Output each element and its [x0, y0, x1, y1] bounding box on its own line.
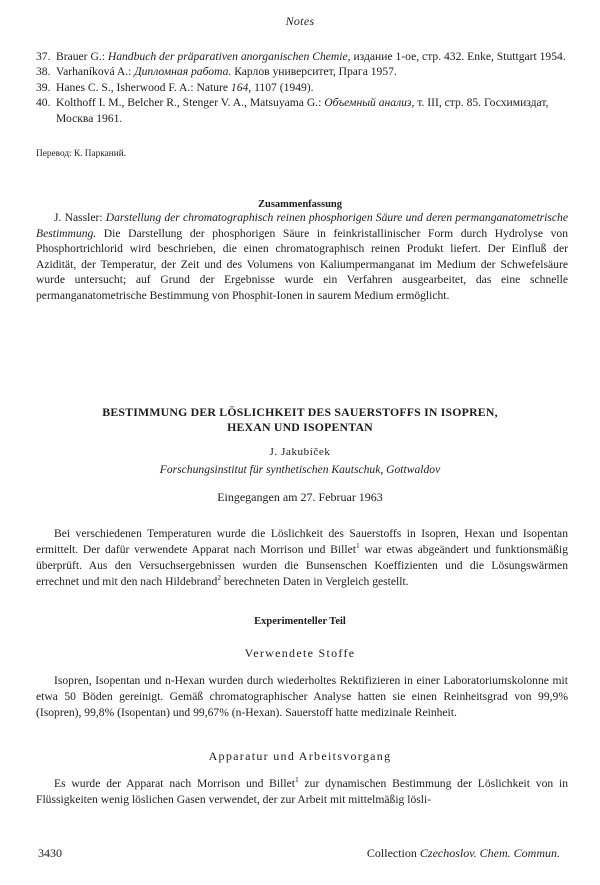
reference-title: Дипломная работа: [134, 65, 229, 79]
section-heading: Experimenteller Teil: [254, 616, 346, 627]
body-paragraph: [36, 776, 568, 808]
article-title: [0, 405, 600, 436]
running-head: Notes: [285, 14, 315, 28]
zusammenfassung-author: J. Nassler:: [54, 211, 106, 224]
body-text: Es wurde der Apparat nach Morrison und Billet: [54, 777, 295, 790]
reference-authors: Hanes C. S., Isherwood F. A.: Nature: [56, 80, 231, 94]
zusammenfassung-text: Die Darstellung der phosphorigen Säure in feinkristallinischer Form durch Hydrolyse von Phosphortrichlorid wird beschrieben, die einen chromatographisch reinen Produkt liefert. Der Einfluß der Azidität, der Temperatur, der Zeit und des Volumens von Kaliumpermanganat im Medium der Schwefelsäure wurde untersucht; auf Grund der Ergebnisse wurde ein Verfahren ausgearbeitet, das eine schnelle permanganatometrische Bestimmung von Phosphit-Ionen in saurem Medium ermöglicht.: [36, 226, 568, 302]
zusammenfassung-paragraph: [36, 210, 568, 304]
subsection-heading: Apparatur und Arbeitsvorgang: [208, 749, 392, 763]
article-title-line: HEXAN UND ISOPENTAN: [227, 420, 373, 435]
body-paragraph: Isopren, Isopentan und n-Hexan wurden durch wiederholtes Rektifizieren in einer Laboratoriumskolonne mit etwa 50 Böden gereinigt. Gemäß chromatographischer Analyse hatten sie einen Reinheitsgrad von 99,9% (Isopren), 99,8% (Isopentan) und 99,67% (n-Hexan). Sauerstoff hatte medizinale Reinheit.: [36, 674, 568, 719]
zusammenfassung-title: Darstellung der chromatographisch reinen phosphorigen Säure und deren permanganatometrische Bestimmung.: [36, 211, 568, 240]
article-author: J. Jakubíček: [269, 446, 331, 458]
reference-item: [36, 49, 570, 64]
body-text: zur dynamischen Bestimmung der Löslichkeit von in Flüssigkeiten wenig löslichen Gasen verwendet, der zur Arbeit mit mittelmäßig lösli-: [36, 777, 568, 806]
abstract-paragraph: [36, 526, 568, 590]
abstract-text: Bei verschiedenen Temperaturen wurde die Löslichkeit des Sauerstoffs in Isopren, Hexan und Isopentan ermittelt. Der dafür verwendete Apparat nach Morrison und Billet: [36, 527, 568, 556]
reference-details: , 1107 (1949).: [248, 80, 314, 94]
article-institute: Forschungsinstitut für synthetischen Kautschuk, Gottwaldov: [159, 463, 441, 476]
reference-details: . Карлов университет, Прага 1957.: [228, 65, 397, 79]
journal-name: [367, 846, 560, 861]
reference-authors: Brauer G.:: [56, 50, 108, 63]
citation-marker: 1: [294, 775, 299, 785]
received-date: Eingegangen am 27. Februar 1963: [217, 490, 383, 504]
abstract-text: berechneten Daten in Vergleich gestellt.: [221, 575, 409, 588]
reference-item: [36, 64, 570, 79]
reference-item: [36, 80, 570, 95]
reference-title: Handbuch der präparativen anorganischen Chemie: [107, 50, 348, 63]
reference-authors: Kolthoff I. M., Belcher R., Stenger V. A., Matsuyama G.:: [56, 96, 325, 110]
reference-number: 37.: [36, 50, 51, 63]
reference-details: , издание 1-ое, стр. 432. Enke, Stuttgart 1954.: [347, 50, 566, 63]
reference-item: [36, 95, 570, 126]
article-title-line: BESTIMMUNG DER LÖSLICHKEIT DES SAUERSTOFFS IN ISOPREN,: [102, 405, 498, 419]
reference-details: , т. III, стр. 85. Госхимиздат, Москва 1961.: [56, 96, 549, 125]
journal-title: Czechoslov. Chem. Commun.: [419, 846, 560, 860]
zusammenfassung-heading: Zusammenfassung: [257, 199, 343, 210]
citation-marker: 1: [355, 541, 360, 551]
reference-volume: 164: [230, 80, 249, 94]
citation-marker: 2: [217, 573, 221, 583]
reference-number: 38.: [36, 65, 51, 79]
page-number: 3430: [38, 846, 62, 860]
reference-number: 40.: [36, 96, 51, 110]
reference-authors: Varhaníková A.:: [56, 65, 135, 79]
reference-title: Объемный анализ: [324, 96, 412, 110]
reference-list: [36, 49, 570, 126]
translation-note: Перевод: К. Парканий.: [36, 149, 127, 159]
reference-number: 39.: [36, 80, 51, 94]
journal-prefix: Collection: [366, 846, 420, 860]
abstract-text: war etwas abgeändert und funktionsmäßig überprüft. Aus den Versuchsergebnissen wurden die Bunsenschen Koeffizienten und die Lösungswärmen errechnet und mit den nach Hildebrand: [36, 543, 569, 588]
subsection-heading: Verwendete Stoffe: [244, 646, 356, 660]
